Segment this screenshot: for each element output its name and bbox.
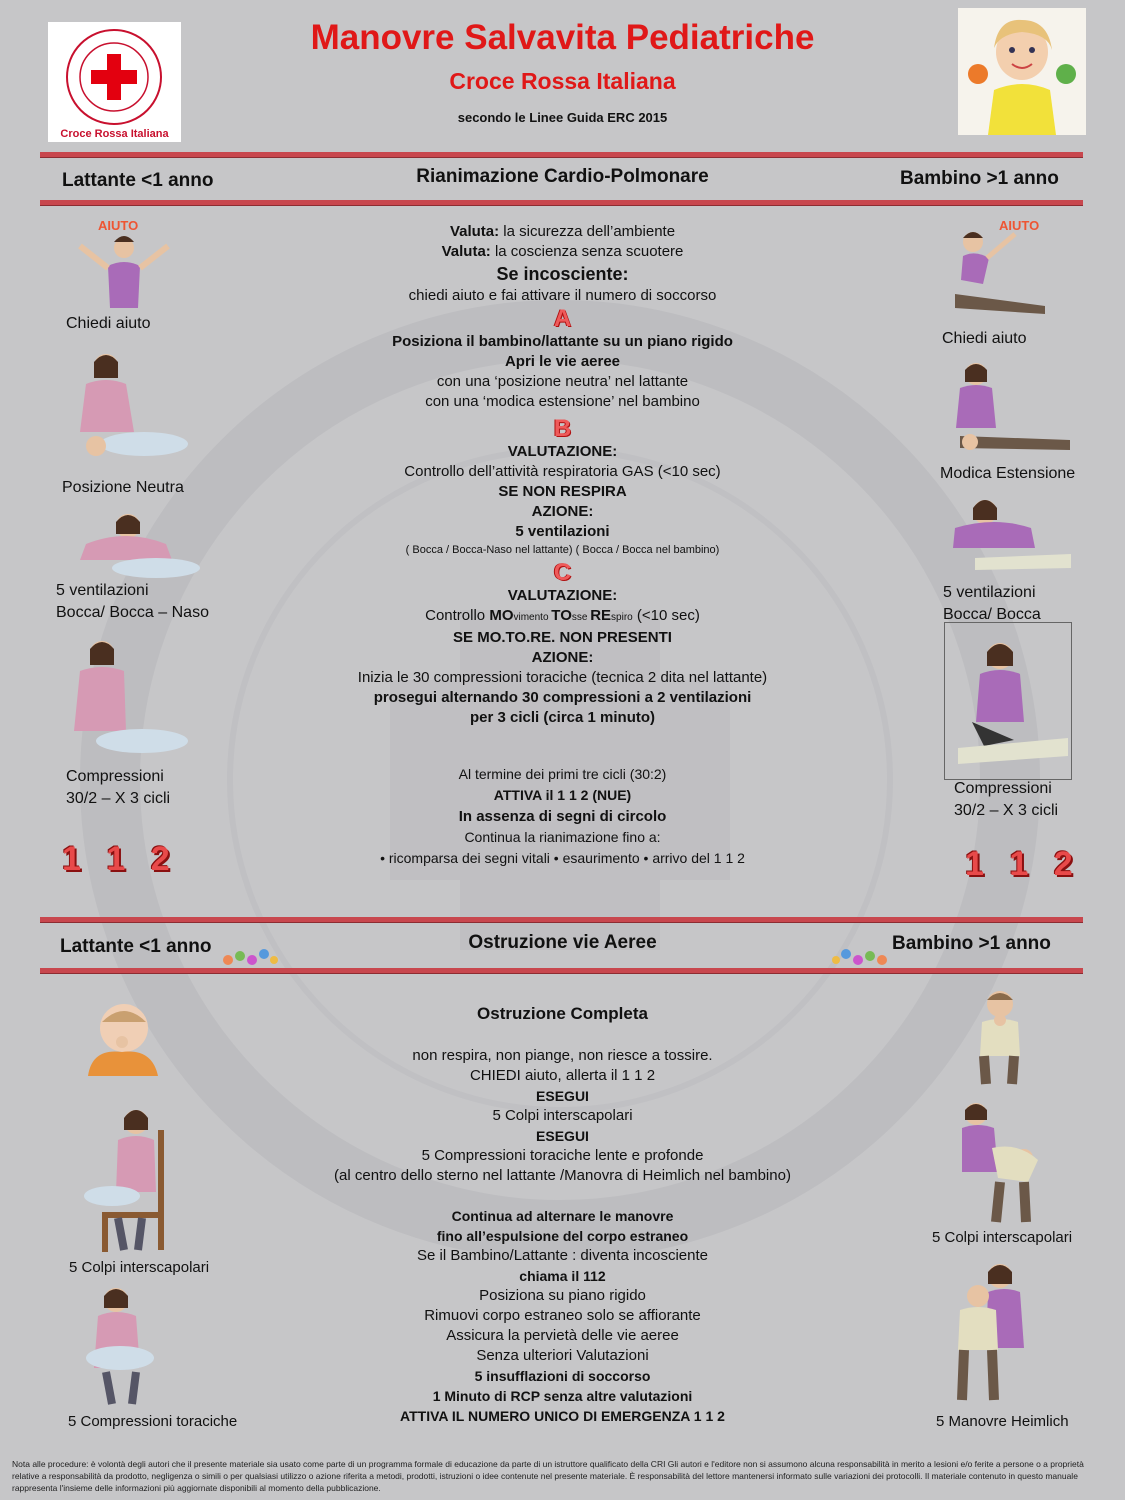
s1-center-text bbox=[300, 222, 825, 869]
b-line-4: AZIONE: bbox=[531, 503, 594, 520]
s1-left-header: Lattante <1 anno bbox=[62, 170, 214, 191]
colored-hands-icon-left bbox=[218, 940, 282, 970]
s1-left-caption-3b: Bocca/ Bocca – Naso bbox=[56, 604, 209, 621]
s2-left-caption-1: 5 Colpi interscapolari bbox=[69, 1259, 210, 1276]
s2-left-header: Lattante <1 anno bbox=[60, 936, 212, 957]
s2-line-4: 5 Colpi interscapolari bbox=[492, 1107, 633, 1124]
s1-right-caption-3a: 5 ventilazioni bbox=[943, 584, 1036, 601]
s2-line-16: 5 insufflazioni di soccorso bbox=[474, 1368, 651, 1384]
svg-text:AIUTO: AIUTO bbox=[999, 218, 1040, 233]
c-line-6: prosegui alternando 30 compressioni a 2 ventilazioni bbox=[373, 689, 752, 706]
step-C: C bbox=[553, 559, 572, 586]
emergency-number-left: 1 1 2 bbox=[62, 840, 178, 878]
b-line-2: Controllo dell’attività respiratoria GAS (<10 sec) bbox=[404, 463, 721, 480]
step-A: A bbox=[553, 305, 572, 332]
illustration-child-heimlich bbox=[938, 1258, 1034, 1406]
s2-line-6: 5 Compressioni toraciche lente e profonde bbox=[421, 1147, 704, 1164]
s2-line-8: Continua ad alternare le manovre bbox=[451, 1208, 674, 1224]
divider-top-2 bbox=[40, 917, 1083, 923]
s1-left-caption-4a: Compressioni bbox=[66, 768, 164, 785]
e-line-3: In assenza di segni di circolo bbox=[458, 808, 667, 825]
illustration-infant-compressions bbox=[62, 635, 192, 760]
s1-left-caption-2: Posizione Neutra bbox=[62, 479, 184, 496]
illustration-infant-ventilation bbox=[56, 504, 206, 582]
e-line-1: Al termine dei primi tre cicli (30:2) bbox=[458, 766, 667, 782]
b-line-3: SE NON RESPIRA bbox=[498, 483, 627, 500]
c-line-5: Inizia le 30 compressioni toraciche (tecnica 2 dita nel lattante) bbox=[357, 669, 768, 686]
colored-hands-icon-right bbox=[828, 940, 892, 970]
s1-left-caption-4b: 30/2 – X 3 cicli bbox=[66, 790, 171, 807]
s2-line-15: Senza ulteriori Valutazioni bbox=[476, 1347, 649, 1364]
s2-right-header: Bambino >1 anno bbox=[892, 933, 1051, 954]
s2-center-text bbox=[300, 1002, 825, 1426]
page-title: Manovre Salvavita Pediatriche bbox=[310, 18, 815, 57]
s1-left-caption-3a: 5 ventilazioni bbox=[56, 582, 149, 599]
s2-line-5: ESEGUI bbox=[536, 1128, 589, 1144]
emergency-number-right: 1 1 2 bbox=[965, 845, 1081, 883]
s2-left-caption-2: 5 Compressioni toraciche bbox=[68, 1413, 238, 1430]
a-line-4: con una ‘modica estensione’ nel bambino bbox=[425, 393, 700, 410]
page-subtitle: Croce Rossa Italiana bbox=[449, 68, 676, 94]
s2-line-18: ATTIVA IL NUMERO UNICO DI EMERGENZA 1 1 2 bbox=[400, 1408, 725, 1424]
divider-bottom-1 bbox=[40, 200, 1083, 206]
incosciente-heading: Se incosciente: bbox=[496, 264, 629, 284]
s1-right-caption-1: Chiedi aiuto bbox=[942, 330, 1027, 347]
b-line-5: 5 ventilazioni bbox=[515, 523, 610, 540]
s2-line-9: fino all’espulsione del corpo estraneo bbox=[436, 1228, 689, 1244]
v1-label: Valuta: bbox=[449, 223, 500, 240]
illustration-infant-back-blows bbox=[72, 1100, 184, 1258]
v2-text: la coscienza senza scuotere bbox=[490, 243, 684, 260]
s2-line-3: ESEGUI bbox=[536, 1088, 589, 1104]
s2-line-14: Assicura la pervietà delle vie aeree bbox=[446, 1327, 679, 1344]
illustration-child-extension bbox=[940, 358, 1075, 458]
illustration-child-choking bbox=[968, 986, 1032, 1086]
s2-right-caption-1: 5 Colpi interscapolari bbox=[932, 1229, 1073, 1246]
s1-right-caption-4a: Compressioni bbox=[954, 780, 1052, 797]
illustration-child-back-blows bbox=[948, 1098, 1048, 1226]
v2-label: Valuta: bbox=[441, 243, 491, 260]
footnote: Nota alle procedure: è volontà degli autori che il presente materiale sia usato come parte di un programma formale di educazione da parte di un istruttore qualificato della CRI Gli autori e l'editore non si assumono alcuna responsabilità in merito a lesioni e/o ferite a persone o a proprietà relative a responsabilità da prodotto, negligenza o simili o per qualsiasi utilizzo o azione riferita a metodi, prodotti, istruzioni o idee contenute nel presente materiale. È responsabilità del lettore mantenersi informato sulle variazioni dei protocolli. Il materiale contenuto in questo manuale rappresenta l'insieme delle informazioni più aggiornate disponibili al momento della pubblicazione. bbox=[12, 1459, 1084, 1493]
b-line-6: ( Bocca / Bocca-Naso nel lattante) ( Bocca / Bocca nel bambino) bbox=[405, 544, 720, 556]
s2-line-11: chiama il 112 bbox=[519, 1268, 606, 1284]
s1-center-header: Rianimazione Cardio-Polmonare bbox=[416, 166, 709, 187]
s2-line-7: (al centro dello sterno nel lattante /Manovra di Heimlich nel bambino) bbox=[334, 1167, 791, 1184]
c-line-4: AZIONE: bbox=[531, 649, 594, 666]
c-line-2: Controllo MOvimento TOsse REspiro (<10 sec) bbox=[425, 607, 700, 624]
s1-right-caption-4b: 30/2 – X 3 cicli bbox=[954, 802, 1059, 819]
s1-left-caption-1: Chiedi aiuto bbox=[66, 315, 151, 332]
illustration-infant-call-help bbox=[72, 216, 182, 316]
divider-top-1 bbox=[40, 152, 1083, 158]
s1-right-header: Bambino >1 anno bbox=[900, 168, 1059, 189]
chiedi-aiuto-text: chiedi aiuto e fai attivare il numero di soccorso bbox=[408, 287, 717, 304]
v1-text: la sicurezza dell’ambiente bbox=[499, 223, 676, 240]
logo-caption: Croce Rossa Italiana bbox=[60, 128, 169, 140]
s2-line-1: non respira, non piange, non riesce a tossire. bbox=[412, 1047, 713, 1064]
illustration-neutral-position bbox=[64, 348, 194, 468]
s2-right-caption-2: 5 Manovre Heimlich bbox=[936, 1413, 1069, 1430]
c-line-3: SE MO.TO.RE. NON PRESENTI bbox=[453, 629, 672, 646]
divider-bottom-2 bbox=[40, 968, 1083, 974]
s1-right-caption-2: Modica Estensione bbox=[940, 465, 1076, 482]
c-line-7: per 3 cicli (circa 1 minuto) bbox=[469, 709, 656, 726]
a-line-1: Posiziona il bambino/lattante su un piano rigido bbox=[392, 333, 733, 350]
s2-line-13: Rimuovi corpo estraneo solo se affiorante bbox=[424, 1307, 701, 1324]
illustration-infant-choking bbox=[82, 996, 162, 1076]
guidelines-note: secondo le Linee Guida ERC 2015 bbox=[457, 110, 668, 125]
s1-right-caption-3b: Bocca/ Bocca bbox=[943, 606, 1041, 623]
illustration-child-ventilation bbox=[935, 488, 1075, 583]
svg-text:AIUTO: AIUTO bbox=[98, 218, 139, 233]
s2-line-10: Se il Bambino/Lattante : diventa incosciente bbox=[416, 1247, 708, 1264]
c-line-1: VALUTAZIONE: bbox=[507, 587, 618, 604]
e-line-2: ATTIVA il 1 1 2 (NUE) bbox=[493, 787, 632, 803]
s2-heading: Ostruzione Completa bbox=[477, 1004, 648, 1023]
s2-line-12: Posiziona su piano rigido bbox=[479, 1287, 646, 1304]
a-line-2: Apri le vie aeree bbox=[504, 353, 621, 370]
s2-center-header: Ostruzione vie Aeree bbox=[468, 932, 657, 953]
a-line-3: con una ‘posizione neutra’ nel lattante bbox=[436, 373, 689, 390]
illustration-infant-chest-thrusts bbox=[76, 1282, 180, 1407]
b-line-1: VALUTAZIONE: bbox=[507, 443, 618, 460]
e-line-4: Continua la rianimazione fino a: bbox=[464, 829, 661, 845]
s2-line-2: CHIEDI aiuto, allerta il 1 1 2 bbox=[469, 1067, 656, 1084]
s2-line-17: 1 Minuto di RCP senza altre valutazioni bbox=[432, 1388, 693, 1404]
e-line-5: • ricomparsa dei segni vitali • esaurimento • arrivo del 1 1 2 bbox=[380, 850, 745, 866]
illustration-child-compressions bbox=[944, 622, 1072, 780]
step-B: B bbox=[553, 415, 572, 442]
illustration-child-call-help bbox=[935, 214, 1065, 324]
